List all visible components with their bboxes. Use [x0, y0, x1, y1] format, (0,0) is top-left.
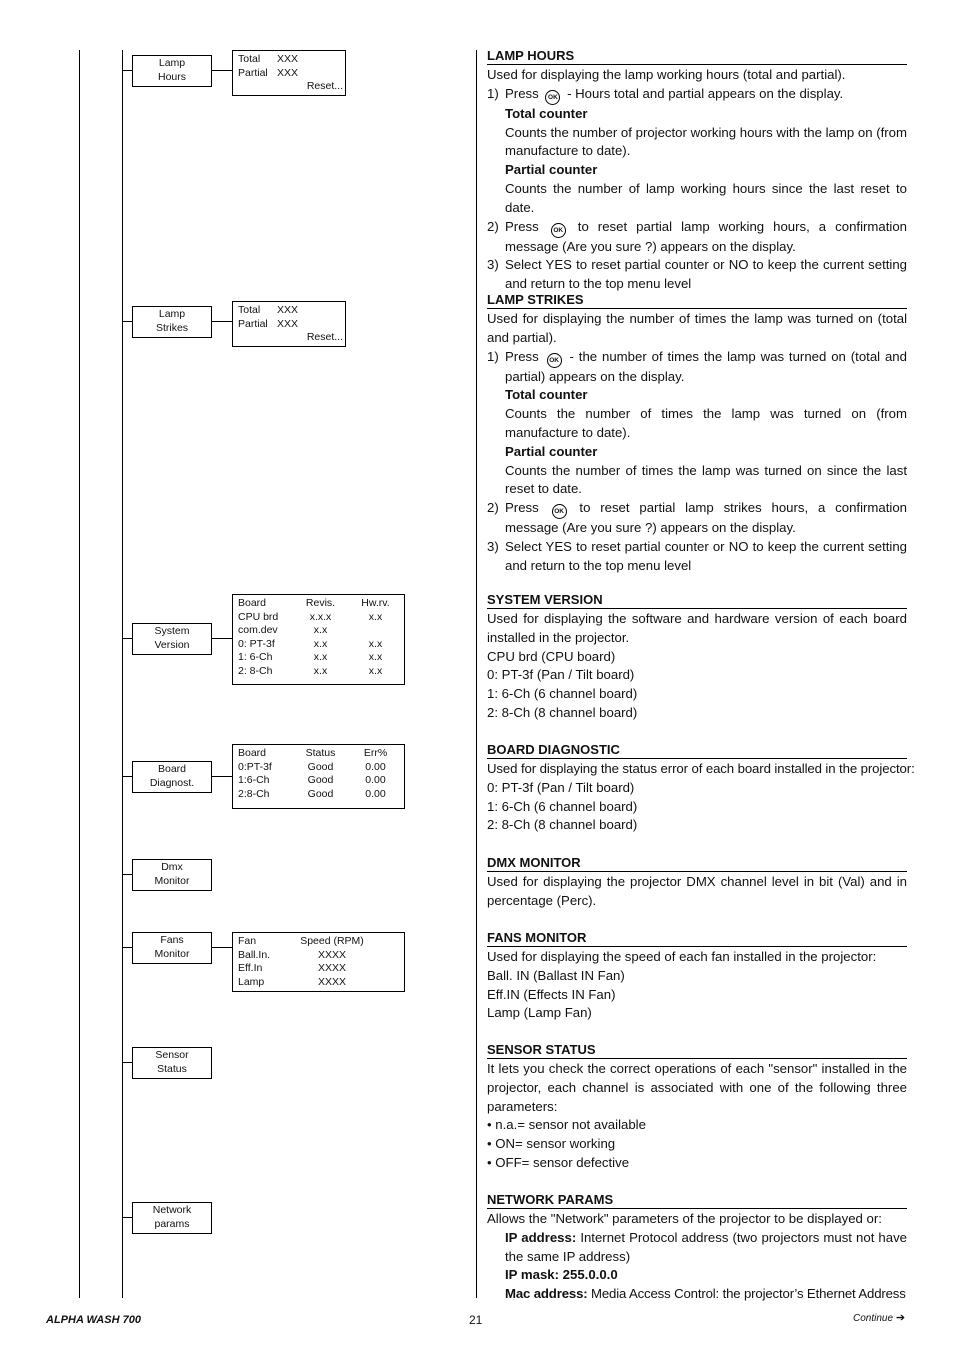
- cell: 0.00: [365, 787, 386, 800]
- paragraph: Media Access Control: the projector’s Ethernet Address: [591, 1286, 906, 1302]
- cell: x.x: [368, 637, 383, 650]
- step-text: Select YES to reset partial counter or NO to keep the current setting and return to the top menu level: [505, 538, 907, 573]
- column-header: Revis.: [305, 597, 336, 609]
- list-item: 2: 8-Ch (8 channel board): [487, 817, 638, 833]
- display-value: XXX: [277, 317, 299, 330]
- section-intro: Used for displaying the lamp working hours (total and partial).: [487, 67, 846, 82]
- list-item: • OFF= sensor defective: [487, 1154, 630, 1170]
- step-number: 3): [487, 538, 499, 554]
- outer-tree-line: [79, 50, 80, 1298]
- continue-note: [853, 1311, 905, 1324]
- menu-lamp-strikes[interactable]: [132, 306, 212, 338]
- display-value: XXX: [277, 66, 299, 79]
- list-item: Ball. IN (Ballast IN Fan): [487, 967, 625, 983]
- step-text: Press: [505, 500, 539, 516]
- ok-button-icon: OK: [545, 90, 560, 105]
- step-text: - the number of times the lamp was turned on (total and partial) appears on the display.: [505, 348, 907, 384]
- section-title: SENSOR STATUS: [487, 1042, 907, 1059]
- menu-label: Sensor: [155, 1049, 189, 1061]
- menu-board-diagnost[interactable]: [132, 761, 212, 793]
- menu-label: Lamp: [158, 308, 186, 320]
- list-item: Eff.IN (Effects IN Fan): [487, 986, 616, 1002]
- connector: [122, 70, 132, 71]
- cell: x.x: [368, 610, 383, 623]
- cell: 1: 6-Ch: [238, 651, 273, 664]
- ok-button-icon: OK: [547, 353, 562, 368]
- column-header: Speed (RPM): [300, 935, 364, 947]
- section-lamp-strikes: [487, 292, 907, 576]
- menu-label: Status: [157, 1062, 187, 1075]
- subheading: IP mask: 255.0.0.0: [505, 1267, 618, 1283]
- section-title: FANS MONITOR: [487, 930, 907, 947]
- menu-network-params[interactable]: [132, 1202, 212, 1234]
- cell: 0.00: [365, 774, 386, 787]
- connector: [122, 321, 132, 322]
- step-text: Press: [505, 218, 539, 234]
- section-title: LAMP HOURS: [487, 48, 907, 65]
- connector: [212, 776, 232, 777]
- section-intro: Used for displaying the status error of each board installed in the projector:: [487, 761, 915, 776]
- section-sensor-status: [487, 1042, 907, 1173]
- cell: 2:8-Ch: [238, 787, 270, 800]
- connector: [122, 947, 132, 948]
- menu-label: Network: [152, 1204, 192, 1216]
- step-number: 3): [487, 257, 499, 273]
- section-board-diagnostic: [487, 742, 915, 835]
- section-intro: Used for displaying the number of times the lamp was turned on (total and partial).: [487, 311, 907, 345]
- step-text: Press: [505, 348, 539, 364]
- menu-label: Lamp: [158, 57, 186, 69]
- section-system-version: [487, 592, 907, 723]
- cell: [348, 624, 403, 638]
- model-name: ALPHA WASH 700: [46, 1314, 141, 1326]
- connector: [122, 776, 132, 777]
- cell: Good: [307, 774, 334, 787]
- step-number: 2): [487, 218, 499, 234]
- connector: [122, 1217, 132, 1218]
- page-number: 21: [469, 1313, 483, 1327]
- paragraph: Internet Protocol address (two projectors must not have the same IP address): [505, 1229, 908, 1264]
- menu-label: System: [154, 625, 190, 637]
- column-header: Fan: [238, 935, 257, 947]
- cell: 0: PT-3f: [238, 637, 275, 650]
- section-dmx-monitor: [487, 855, 907, 911]
- list-item: 1: 6-Ch (6 channel board): [487, 686, 638, 702]
- display-label: Total: [238, 304, 261, 316]
- cell: CPU brd: [238, 610, 279, 623]
- menu-label: Monitor: [154, 947, 190, 960]
- arrow-right-icon: ➔: [895, 1312, 906, 1324]
- section-title: LAMP STRIKES: [487, 292, 907, 309]
- section-intro: Used for displaying the speed of each fan installed in the projector:: [487, 949, 877, 964]
- section-fans-monitor: [487, 930, 907, 1023]
- cell: Lamp: [238, 975, 265, 988]
- section-intro: Used for displaying the software and hardware version of each board installed in the projector.: [487, 611, 907, 645]
- cell: x.x: [368, 664, 383, 677]
- menu-label: Version: [154, 638, 190, 651]
- table-row: [238, 665, 404, 679]
- cell: 0.00: [365, 760, 386, 773]
- paragraph: Counts the number of lamp working hours since the last reset to date.: [505, 180, 907, 215]
- list-item: • n.a.= sensor not available: [487, 1117, 646, 1133]
- cell: x.x: [313, 664, 328, 677]
- section-network-params: [487, 1192, 907, 1304]
- column-header: Err%: [363, 747, 388, 759]
- display-system-version: [232, 594, 405, 685]
- table-row: [238, 651, 404, 665]
- display-value: XXX: [277, 304, 299, 316]
- cell: x.x: [313, 624, 328, 637]
- ok-button-icon: OK: [552, 504, 567, 519]
- cell: Eff.In: [238, 962, 263, 975]
- paragraph: Counts the number of times the lamp was turned on since the last reset to date.: [505, 462, 907, 497]
- subheading: Partial counter: [505, 443, 598, 459]
- inner-tree-line: [122, 50, 123, 1298]
- list-item: 1: 6-Ch (6 channel board): [487, 798, 638, 814]
- column-header: Board: [238, 597, 267, 609]
- menu-label: Diagnost.: [149, 776, 195, 789]
- section-title: SYSTEM VERSION: [487, 592, 907, 609]
- menu-label: Monitor: [154, 874, 190, 887]
- display-board-diagnostic: [232, 744, 405, 809]
- list-item: 0: PT-3f (Pan / Tilt board): [487, 779, 635, 795]
- step-number: 1): [487, 348, 499, 364]
- section-title: NETWORK PARAMS: [487, 1192, 907, 1209]
- column-header: Status: [305, 747, 336, 759]
- column-divider: [476, 50, 477, 1298]
- cell: 1:6-Ch: [238, 774, 270, 787]
- section-title: DMX MONITOR: [487, 855, 907, 872]
- column-header: Board: [238, 747, 267, 759]
- menu-label: Board: [157, 763, 187, 775]
- connector: [122, 874, 132, 875]
- reset-option[interactable]: Reset...: [306, 331, 343, 344]
- paragraph: Counts the number of projector working hours with the lamp on (from manufacture to date).: [505, 124, 907, 159]
- cell: 0:PT-3f: [238, 760, 272, 773]
- section-title: BOARD DIAGNOSTIC: [487, 742, 907, 759]
- step-number: 2): [487, 500, 499, 516]
- cell: XXXX: [317, 948, 346, 961]
- cell: x.x: [313, 637, 328, 650]
- paragraph: Counts the number of times the lamp was turned on (from manufacture to date).: [505, 406, 907, 440]
- table-row: [238, 949, 404, 963]
- section-lamp-hours: [487, 48, 907, 294]
- step-text: Press: [505, 85, 539, 101]
- step-text: Select YES to reset partial counter or NO to keep the current setting and return to the top menu level: [505, 257, 907, 292]
- section-intro: Used for displaying the projector DMX channel level in bit (Val) and in percentage (Perc).: [487, 874, 907, 908]
- menu-dmx-monitor[interactable]: [132, 859, 212, 891]
- menu-lamp-hours[interactable]: [132, 55, 212, 87]
- menu-label: Dmx: [161, 861, 183, 873]
- step-text: - Hours total and partial appears on the display.: [567, 85, 844, 101]
- list-item: CPU brd (CPU board): [487, 648, 616, 664]
- section-intro: It lets you check the correct operations of each "sensor" installed in the projector, each channel is associated with one of the following three parameters:: [487, 1061, 907, 1114]
- menu-label: Fans: [160, 934, 184, 946]
- cell: x.x: [313, 651, 328, 664]
- reset-option[interactable]: Reset...: [306, 80, 343, 93]
- cell: Good: [307, 787, 334, 800]
- cell: x.x: [368, 651, 383, 664]
- display-label: Partial: [238, 66, 268, 79]
- step-text: to reset partial lamp strikes hours, a confirmation message (Are you sure ?) appears on the display.: [505, 500, 907, 536]
- list-item: 2: 8-Ch (8 channel board): [487, 704, 638, 720]
- list-item: Lamp (Lamp Fan): [487, 1005, 592, 1021]
- display-lamp-strikes: [232, 301, 346, 347]
- connector: [212, 321, 232, 322]
- table-row: [238, 962, 404, 976]
- display-label: Total: [238, 53, 261, 65]
- step-text: to reset partial lamp working hours, a confirmation message (Are you sure ?) appears on the display.: [505, 218, 907, 254]
- subheading: Total counter: [505, 387, 588, 403]
- section-intro: Allows the "Network" parameters of the projector to be displayed or:: [487, 1211, 882, 1226]
- cell: 2: 8-Ch: [238, 664, 273, 677]
- menu-fans-monitor[interactable]: [132, 932, 212, 964]
- table-row: [238, 611, 404, 625]
- connector: [122, 638, 132, 639]
- table-row: [238, 774, 404, 788]
- cell: com.dev: [238, 624, 278, 637]
- subheading: Total counter: [505, 105, 588, 121]
- ok-button-icon: OK: [551, 223, 566, 238]
- subheading: IP address:: [505, 1229, 577, 1245]
- table-row: [238, 638, 404, 652]
- cell: Good: [307, 760, 334, 773]
- step-number: 1): [487, 85, 499, 101]
- column-header: Hw.rv.: [361, 597, 390, 609]
- menu-system-version[interactable]: [132, 623, 212, 655]
- subheading: Partial counter: [505, 162, 598, 178]
- menu-sensor-status[interactable]: [132, 1047, 212, 1079]
- list-item: • ON= sensor working: [487, 1136, 616, 1152]
- table-row: [238, 761, 404, 775]
- subheading: Mac address:: [505, 1286, 588, 1302]
- cell: x.x.x: [309, 610, 332, 623]
- table-row: [238, 788, 404, 802]
- list-item: 0: PT-3f (Pan / Tilt board): [487, 667, 635, 683]
- continue-label: Continue: [853, 1313, 894, 1324]
- table-row: [238, 976, 404, 990]
- display-lamp-hours: [232, 50, 346, 96]
- connector: [212, 947, 232, 948]
- cell: XXXX: [317, 975, 346, 988]
- display-fans-monitor: [232, 932, 405, 992]
- cell: XXXX: [317, 962, 346, 975]
- display-label: Partial: [238, 317, 268, 330]
- cell: Ball.In.: [238, 948, 271, 961]
- connector: [212, 638, 232, 639]
- connector: [122, 1062, 132, 1063]
- table-row: [238, 624, 404, 638]
- menu-label: Strikes: [155, 321, 189, 334]
- display-value: XXX: [277, 53, 299, 65]
- menu-label: Hours: [157, 70, 186, 83]
- menu-label: params: [154, 1217, 190, 1230]
- connector: [212, 70, 232, 71]
